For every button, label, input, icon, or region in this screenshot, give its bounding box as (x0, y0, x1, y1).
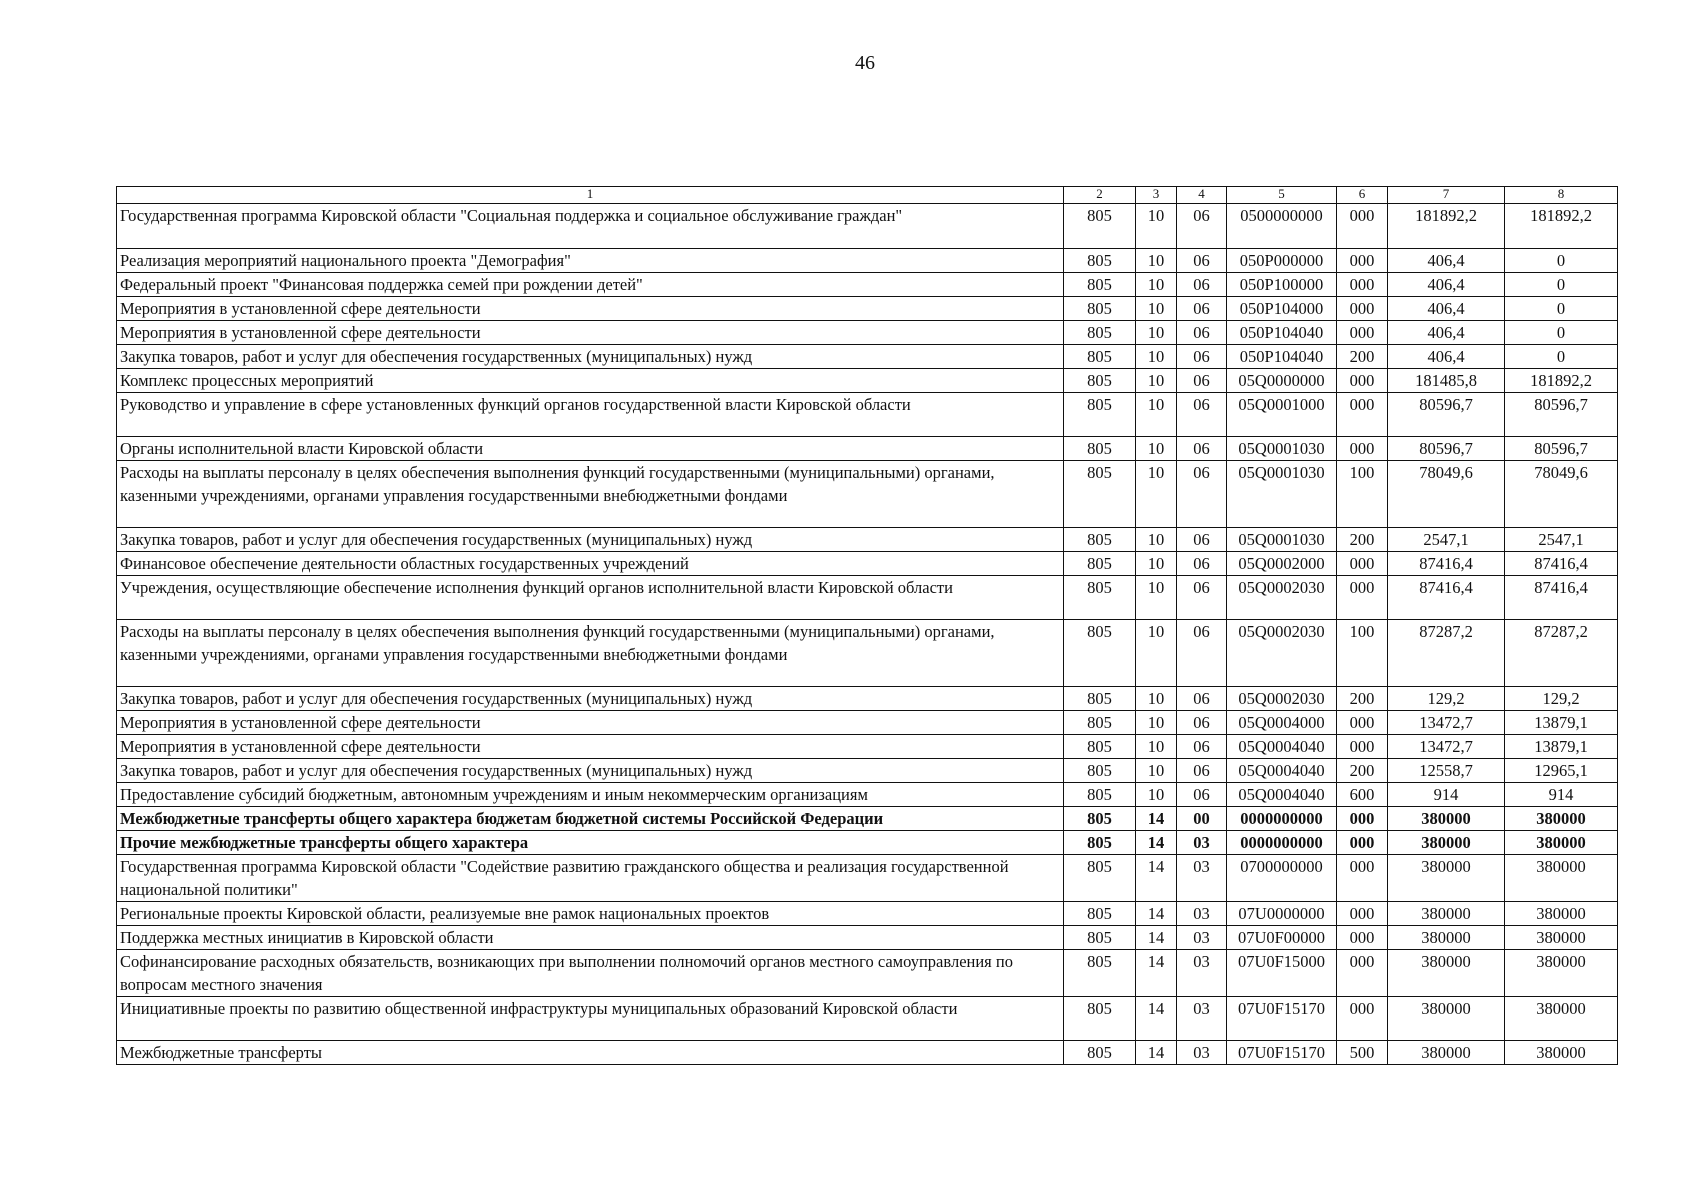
ministry-code: 805 (1064, 321, 1136, 345)
ministry-code: 805 (1064, 393, 1136, 437)
subsection-code: 06 (1177, 393, 1227, 437)
subsection-code: 06 (1177, 204, 1227, 249)
ministry-code: 805 (1064, 552, 1136, 576)
expense-type-code: 000 (1337, 249, 1388, 273)
subsection-code: 06 (1177, 528, 1227, 552)
subsection-code: 06 (1177, 735, 1227, 759)
expense-name: Закупка товаров, работ и услуг для обеспечения государственных (муниципальных) нужд (117, 528, 1064, 552)
ministry-code: 805 (1064, 807, 1136, 831)
target-article-code: 05Q0002030 (1227, 576, 1337, 620)
target-article-code: 07U0F15170 (1227, 997, 1337, 1041)
table-row (117, 576, 1618, 620)
amount-year-1: 87416,4 (1388, 552, 1505, 576)
table-row (117, 204, 1618, 249)
amount-year-1: 80596,7 (1388, 393, 1505, 437)
expense-type-code: 000 (1337, 997, 1388, 1041)
expense-name: Финансовое обеспечение деятельности областных государственных учреждений (117, 552, 1064, 576)
expense-name: Прочие межбюджетные трансферты общего характера (117, 831, 1064, 855)
amount-year-1: 13472,7 (1388, 735, 1505, 759)
expense-name: Межбюджетные трансферты (117, 1041, 1064, 1065)
subsection-code: 06 (1177, 297, 1227, 321)
target-article-code: 050P000000 (1227, 249, 1337, 273)
table-row (117, 783, 1618, 807)
subsection-code: 06 (1177, 437, 1227, 461)
ministry-code: 805 (1064, 204, 1136, 249)
section-code: 10 (1136, 461, 1177, 528)
expense-name: Региональные проекты Кировской области, реализуемые вне рамок национальных проектов (117, 902, 1064, 926)
amount-year-2: 87287,2 (1505, 620, 1618, 687)
target-article-code: 05Q0000000 (1227, 369, 1337, 393)
target-article-code: 0000000000 (1227, 807, 1337, 831)
target-article-code: 05Q0001030 (1227, 528, 1337, 552)
expense-type-code: 200 (1337, 687, 1388, 711)
section-code: 10 (1136, 437, 1177, 461)
subsection-code: 03 (1177, 950, 1227, 997)
target-article-code: 05Q0001030 (1227, 437, 1337, 461)
table-row (117, 620, 1618, 687)
column-number: 4 (1177, 187, 1227, 204)
ministry-code: 805 (1064, 735, 1136, 759)
budget-table (116, 186, 1618, 1065)
ministry-code: 805 (1064, 687, 1136, 711)
expense-type-code: 000 (1337, 204, 1388, 249)
expense-name: Органы исполнительной власти Кировской области (117, 437, 1064, 461)
amount-year-1: 380000 (1388, 807, 1505, 831)
amount-year-1: 406,4 (1388, 249, 1505, 273)
target-article-code: 05Q0002000 (1227, 552, 1337, 576)
ministry-code: 805 (1064, 249, 1136, 273)
amount-year-2: 80596,7 (1505, 393, 1618, 437)
ministry-code: 805 (1064, 528, 1136, 552)
table-row (117, 321, 1618, 345)
amount-year-2: 0 (1505, 345, 1618, 369)
expense-type-code: 500 (1337, 1041, 1388, 1065)
table-row (117, 831, 1618, 855)
expense-type-code: 000 (1337, 576, 1388, 620)
expense-name: Мероприятия в установленной сфере деятельности (117, 297, 1064, 321)
table-row (117, 345, 1618, 369)
amount-year-2: 78049,6 (1505, 461, 1618, 528)
amount-year-2: 2547,1 (1505, 528, 1618, 552)
ministry-code: 805 (1064, 1041, 1136, 1065)
expense-type-code: 000 (1337, 321, 1388, 345)
amount-year-1: 406,4 (1388, 297, 1505, 321)
expense-type-code: 000 (1337, 735, 1388, 759)
expense-name: Закупка товаров, работ и услуг для обеспечения государственных (муниципальных) нужд (117, 687, 1064, 711)
ministry-code: 805 (1064, 855, 1136, 902)
ministry-code: 805 (1064, 297, 1136, 321)
ministry-code: 805 (1064, 369, 1136, 393)
expense-type-code: 000 (1337, 273, 1388, 297)
ministry-code: 805 (1064, 576, 1136, 620)
table-row (117, 807, 1618, 831)
column-number: 7 (1388, 187, 1505, 204)
subsection-code: 00 (1177, 807, 1227, 831)
section-code: 10 (1136, 393, 1177, 437)
subsection-code: 06 (1177, 552, 1227, 576)
table-row (117, 437, 1618, 461)
expense-type-code: 000 (1337, 437, 1388, 461)
ministry-code: 805 (1064, 711, 1136, 735)
column-number: 8 (1505, 187, 1618, 204)
amount-year-2: 380000 (1505, 950, 1618, 997)
amount-year-1: 380000 (1388, 902, 1505, 926)
amount-year-1: 87416,4 (1388, 576, 1505, 620)
table-row (117, 711, 1618, 735)
ministry-code: 805 (1064, 926, 1136, 950)
expense-name: Софинансирование расходных обязательств, возникающих при выполнении полномочий органов местного самоуправления по вопросам местного значения (117, 950, 1064, 997)
subsection-code: 06 (1177, 759, 1227, 783)
target-article-code: 05Q0002030 (1227, 687, 1337, 711)
expense-name: Расходы на выплаты персоналу в целях обеспечения выполнения функций государственными (муниципальными) органами, казенными учреждениями, органами управления государственными внебюджетными фондами (117, 620, 1064, 687)
expense-name: Предоставление субсидий бюджетным, автономным учреждениям и иным некоммерческим организациям (117, 783, 1064, 807)
amount-year-2: 181892,2 (1505, 204, 1618, 249)
expense-name: Федеральный проект "Финансовая поддержка семей при рождении детей" (117, 273, 1064, 297)
expense-type-code: 000 (1337, 297, 1388, 321)
expense-type-code: 200 (1337, 759, 1388, 783)
subsection-code: 06 (1177, 783, 1227, 807)
amount-year-1: 406,4 (1388, 345, 1505, 369)
column-number: 1 (117, 187, 1064, 204)
ministry-code: 805 (1064, 902, 1136, 926)
subsection-code: 06 (1177, 321, 1227, 345)
subsection-code: 03 (1177, 1041, 1227, 1065)
amount-year-1: 87287,2 (1388, 620, 1505, 687)
section-code: 14 (1136, 831, 1177, 855)
subsection-code: 03 (1177, 831, 1227, 855)
target-article-code: 05Q0004040 (1227, 735, 1337, 759)
amount-year-2: 129,2 (1505, 687, 1618, 711)
target-article-code: 07U0F00000 (1227, 926, 1337, 950)
amount-year-1: 13472,7 (1388, 711, 1505, 735)
expense-type-code: 000 (1337, 393, 1388, 437)
target-article-code: 0000000000 (1227, 831, 1337, 855)
ministry-code: 805 (1064, 759, 1136, 783)
column-number: 3 (1136, 187, 1177, 204)
amount-year-2: 380000 (1505, 807, 1618, 831)
target-article-code: 050P100000 (1227, 273, 1337, 297)
column-number-row (117, 187, 1618, 204)
expense-type-code: 000 (1337, 902, 1388, 926)
ministry-code: 805 (1064, 950, 1136, 997)
amount-year-1: 380000 (1388, 950, 1505, 997)
ministry-code: 805 (1064, 620, 1136, 687)
section-code: 14 (1136, 902, 1177, 926)
target-article-code: 05Q0001030 (1227, 461, 1337, 528)
expense-type-code: 000 (1337, 552, 1388, 576)
section-code: 10 (1136, 249, 1177, 273)
target-article-code: 050P104040 (1227, 345, 1337, 369)
subsection-code: 06 (1177, 249, 1227, 273)
ministry-code: 805 (1064, 461, 1136, 528)
amount-year-2: 380000 (1505, 855, 1618, 902)
expense-name: Расходы на выплаты персоналу в целях обеспечения выполнения функций государственными (муниципальными) органами, казенными учреждениями, органами управления государственными внебюджетными фондами (117, 461, 1064, 528)
section-code: 10 (1136, 552, 1177, 576)
table-row (117, 997, 1618, 1041)
table-row (117, 926, 1618, 950)
table-body (117, 204, 1618, 1065)
expense-name: Закупка товаров, работ и услуг для обеспечения государственных (муниципальных) нужд (117, 759, 1064, 783)
table-row (117, 1041, 1618, 1065)
section-code: 10 (1136, 620, 1177, 687)
amount-year-1: 380000 (1388, 831, 1505, 855)
expense-name: Государственная программа Кировской области "Социальная поддержка и социальное обслуживание граждан" (117, 204, 1064, 249)
expense-name: Закупка товаров, работ и услуг для обеспечения государственных (муниципальных) нужд (117, 345, 1064, 369)
expense-type-code: 000 (1337, 855, 1388, 902)
subsection-code: 06 (1177, 461, 1227, 528)
expense-type-code: 000 (1337, 831, 1388, 855)
amount-year-2: 80596,7 (1505, 437, 1618, 461)
table-row (117, 950, 1618, 997)
section-code: 14 (1136, 926, 1177, 950)
amount-year-1: 406,4 (1388, 273, 1505, 297)
subsection-code: 06 (1177, 576, 1227, 620)
amount-year-1: 78049,6 (1388, 461, 1505, 528)
amount-year-2: 87416,4 (1505, 576, 1618, 620)
expense-type-code: 000 (1337, 950, 1388, 997)
table-row (117, 369, 1618, 393)
amount-year-1: 12558,7 (1388, 759, 1505, 783)
target-article-code: 07U0F15000 (1227, 950, 1337, 997)
section-code: 10 (1136, 204, 1177, 249)
amount-year-2: 12965,1 (1505, 759, 1618, 783)
section-code: 10 (1136, 576, 1177, 620)
amount-year-1: 181485,8 (1388, 369, 1505, 393)
table-row (117, 552, 1618, 576)
expense-name: Инициативные проекты по развитию общественной инфраструктуры муниципальных образований Кировской области (117, 997, 1064, 1041)
subsection-code: 03 (1177, 855, 1227, 902)
expense-name: Реализация мероприятий национального проекта "Демография" (117, 249, 1064, 273)
section-code: 10 (1136, 297, 1177, 321)
amount-year-1: 406,4 (1388, 321, 1505, 345)
table-row (117, 249, 1618, 273)
subsection-code: 06 (1177, 369, 1227, 393)
expense-name: Мероприятия в установленной сфере деятельности (117, 735, 1064, 759)
target-article-code: 050P104040 (1227, 321, 1337, 345)
section-code: 10 (1136, 528, 1177, 552)
amount-year-2: 380000 (1505, 926, 1618, 950)
target-article-code: 05Q0004000 (1227, 711, 1337, 735)
amount-year-2: 13879,1 (1505, 735, 1618, 759)
expense-name: Учреждения, осуществляющие обеспечение исполнения функций органов исполнительной власти Кировской области (117, 576, 1064, 620)
subsection-code: 03 (1177, 997, 1227, 1041)
amount-year-1: 129,2 (1388, 687, 1505, 711)
table-row (117, 273, 1618, 297)
amount-year-1: 2547,1 (1388, 528, 1505, 552)
section-code: 10 (1136, 321, 1177, 345)
amount-year-2: 0 (1505, 249, 1618, 273)
expense-type-code: 100 (1337, 620, 1388, 687)
expense-type-code: 000 (1337, 369, 1388, 393)
expense-type-code: 000 (1337, 711, 1388, 735)
section-code: 10 (1136, 783, 1177, 807)
amount-year-2: 380000 (1505, 997, 1618, 1041)
table-row (117, 687, 1618, 711)
ministry-code: 805 (1064, 345, 1136, 369)
amount-year-1: 181892,2 (1388, 204, 1505, 249)
subsection-code: 06 (1177, 345, 1227, 369)
expense-name: Руководство и управление в сфере установленных функций органов государственной власти Кировской области (117, 393, 1064, 437)
page-number: 46 (855, 52, 875, 74)
target-article-code: 07U0000000 (1227, 902, 1337, 926)
section-code: 10 (1136, 759, 1177, 783)
table-row (117, 528, 1618, 552)
target-article-code: 0500000000 (1227, 204, 1337, 249)
column-number: 5 (1227, 187, 1337, 204)
expense-type-code: 000 (1337, 926, 1388, 950)
table-row (117, 855, 1618, 902)
section-code: 14 (1136, 1041, 1177, 1065)
expense-name: Комплекс процессных мероприятий (117, 369, 1064, 393)
expense-type-code: 100 (1337, 461, 1388, 528)
section-code: 10 (1136, 273, 1177, 297)
table-row (117, 902, 1618, 926)
ministry-code: 805 (1064, 783, 1136, 807)
amount-year-1: 80596,7 (1388, 437, 1505, 461)
expense-name: Мероприятия в установленной сфере деятельности (117, 321, 1064, 345)
subsection-code: 03 (1177, 926, 1227, 950)
section-code: 14 (1136, 950, 1177, 997)
section-code: 10 (1136, 369, 1177, 393)
amount-year-1: 380000 (1388, 855, 1505, 902)
section-code: 14 (1136, 807, 1177, 831)
subsection-code: 06 (1177, 273, 1227, 297)
amount-year-1: 380000 (1388, 1041, 1505, 1065)
section-code: 14 (1136, 855, 1177, 902)
section-code: 10 (1136, 345, 1177, 369)
ministry-code: 805 (1064, 831, 1136, 855)
target-article-code: 05Q0004040 (1227, 783, 1337, 807)
table-row (117, 735, 1618, 759)
amount-year-2: 181892,2 (1505, 369, 1618, 393)
amount-year-2: 0 (1505, 321, 1618, 345)
target-article-code: 05Q0004040 (1227, 759, 1337, 783)
amount-year-2: 13879,1 (1505, 711, 1618, 735)
section-code: 14 (1136, 997, 1177, 1041)
ministry-code: 805 (1064, 997, 1136, 1041)
expense-name: Межбюджетные трансферты общего характера бюджетам бюджетной системы Российской Федерации (117, 807, 1064, 831)
subsection-code: 06 (1177, 620, 1227, 687)
ministry-code: 805 (1064, 437, 1136, 461)
expense-type-code: 000 (1337, 807, 1388, 831)
table-row (117, 461, 1618, 528)
ministry-code: 805 (1064, 273, 1136, 297)
expense-name: Мероприятия в установленной сфере деятельности (117, 711, 1064, 735)
target-article-code: 0700000000 (1227, 855, 1337, 902)
expense-name: Государственная программа Кировской области "Содействие развитию гражданского общества и реализация государственной национальной политики" (117, 855, 1064, 902)
amount-year-1: 380000 (1388, 926, 1505, 950)
column-number: 2 (1064, 187, 1136, 204)
amount-year-2: 0 (1505, 297, 1618, 321)
amount-year-2: 87416,4 (1505, 552, 1618, 576)
expense-type-code: 600 (1337, 783, 1388, 807)
table-row (117, 393, 1618, 437)
expense-type-code: 200 (1337, 528, 1388, 552)
target-article-code: 05Q0002030 (1227, 620, 1337, 687)
amount-year-2: 380000 (1505, 1041, 1618, 1065)
budget-table-container (116, 186, 1618, 1065)
column-number: 6 (1337, 187, 1388, 204)
subsection-code: 06 (1177, 711, 1227, 735)
amount-year-2: 0 (1505, 273, 1618, 297)
subsection-code: 06 (1177, 687, 1227, 711)
amount-year-2: 914 (1505, 783, 1618, 807)
section-code: 10 (1136, 687, 1177, 711)
target-article-code: 07U0F15170 (1227, 1041, 1337, 1065)
section-code: 10 (1136, 711, 1177, 735)
expense-type-code: 200 (1337, 345, 1388, 369)
expense-name: Поддержка местных инициатив в Кировской области (117, 926, 1064, 950)
target-article-code: 050P104000 (1227, 297, 1337, 321)
subsection-code: 03 (1177, 902, 1227, 926)
amount-year-1: 914 (1388, 783, 1505, 807)
amount-year-1: 380000 (1388, 997, 1505, 1041)
table-row (117, 759, 1618, 783)
amount-year-2: 380000 (1505, 902, 1618, 926)
target-article-code: 05Q0001000 (1227, 393, 1337, 437)
section-code: 10 (1136, 735, 1177, 759)
amount-year-2: 380000 (1505, 831, 1618, 855)
table-row (117, 297, 1618, 321)
